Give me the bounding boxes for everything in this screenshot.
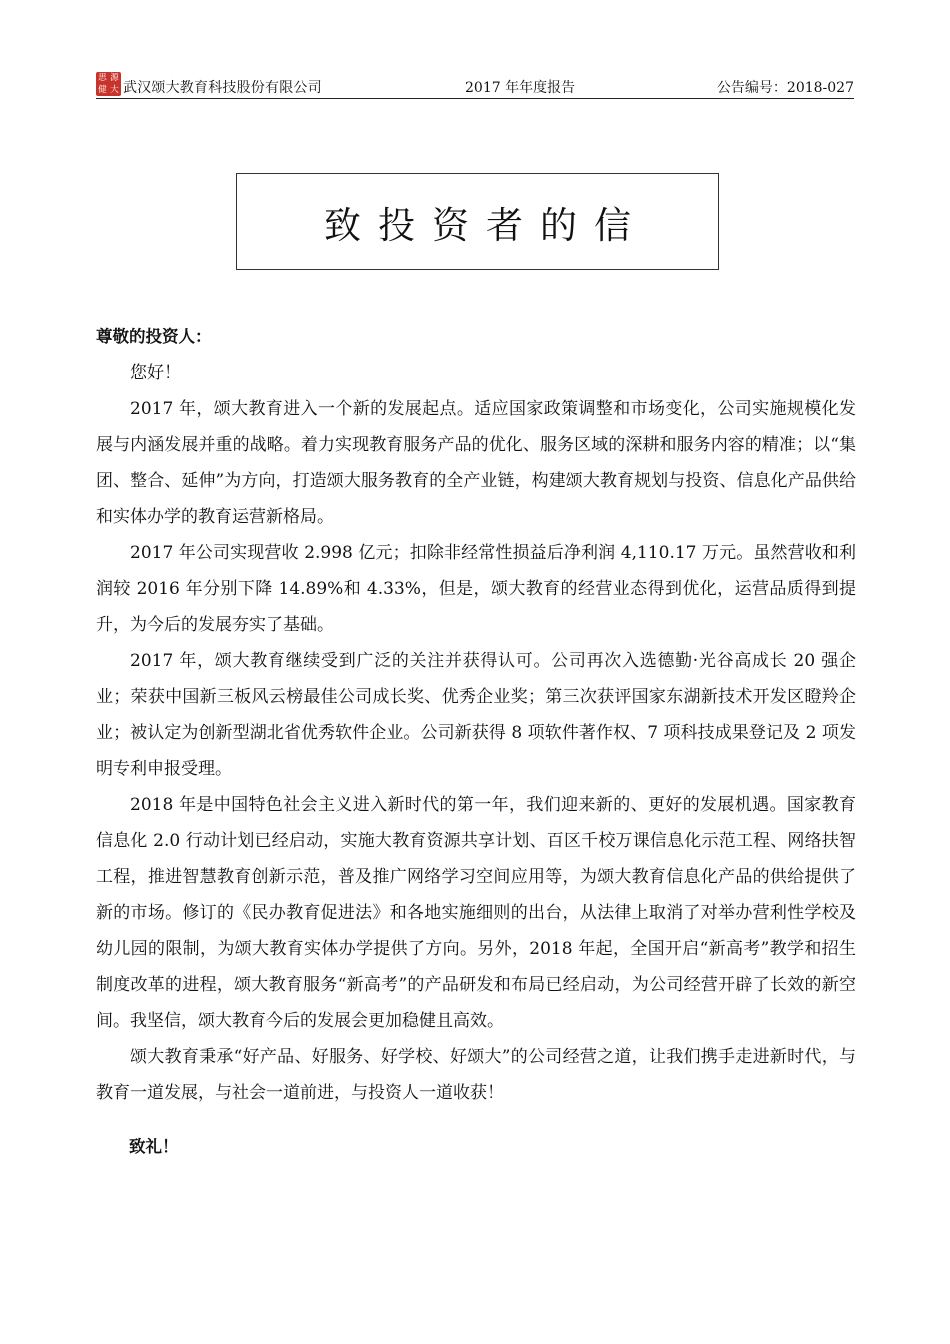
closing: 致礼！ [129, 1137, 179, 1156]
logo-char: 健 [98, 84, 107, 95]
logo-char: 思 [98, 72, 107, 83]
paragraph: 您好！ [130, 363, 181, 383]
page-header [96, 72, 854, 99]
company-name: 武汉颂大教育科技股份有限公司 [123, 80, 322, 96]
salutation: 尊敬的投资人： [96, 327, 212, 346]
announcement-number: 公告编号：2018-027 [716, 80, 854, 96]
logo-char: 源 [110, 72, 119, 83]
paragraph: 2017 年，颂大教育继续受到广泛的关注并获得认可。公司再次入选德勤·光谷高成长 20 强企业；荣获中国新三板风云榜最佳公司成长奖、优秀企业奖；第三次获评国家东湖新技术开发区瞪羚企业；被认定为创新型湖北省优秀软件企业。公司新获得 8 项软件著作权、7 项科技成果登记及 2 项发明专利申报受理。 [96, 651, 856, 779]
page-title: 致投资者的信 [324, 203, 648, 247]
paragraph: 2017 年，颂大教育进入一个新的发展起点。适应国家政策调整和市场变化，公司实施规模化发展与内涵发展并重的战略。着力实现教育服务产品的优化、服务区域的深耕和服务内容的精准；以“集团、整合、延伸”为方向，打造颂大服务教育的全产业链，构建颂大教育规划与投资、信息化产品供给和实体办学的教育运营新格局。 [96, 399, 856, 527]
logo-char: 大 [110, 84, 119, 95]
paragraph: 颂大教育秉承“好产品、好服务、好学校、好颂大”的公司经营之道，让我们携手走进新时代，与教育一道发展，与社会一道前进，与投资人一道收获！ [96, 1047, 856, 1103]
title-box [236, 173, 719, 270]
report-title: 2017 年年度报告 [465, 80, 576, 96]
paragraph: 2017 年公司实现营收 2.998 亿元；扣除非经常性损益后净利润 4,110.17 万元。虽然营收和利润较 2016 年分别下降 14.89%和 4.33%，但是，颂大教育的经营业态得到优化，运营品质得到提升，为今后的发展夯实了基础。 [96, 543, 856, 635]
paragraph: 2018 年是中国特色社会主义进入新时代的第一年，我们迎来新的、更好的发展机遇。国家教育信息化 2.0 行动计划已经启动，实施大教育资源共享计划、百区千校万课信息化示范工程、网络扶智工程，推进智慧教育创新示范，普及推广网络学习空间应用等，为颂大教育信息化产品的供给提供了新的市场。修订的《民办教育促进法》和各地实施细则的出台，从法律上取消了对举办营利性学校及幼儿园的限制，为颂大教育实体办学提供了方向。另外，2018 年起，全国开启“新高考”教学和招生制度改革的进程，颂大教育服务“新高考”的产品研发和布局已经启动，为公司经营开辟了长效的新空间。我坚信，颂大教育今后的发展会更加稳健且高效。 [96, 795, 856, 1031]
letter-body [96, 319, 856, 1165]
company-logo [96, 72, 121, 96]
